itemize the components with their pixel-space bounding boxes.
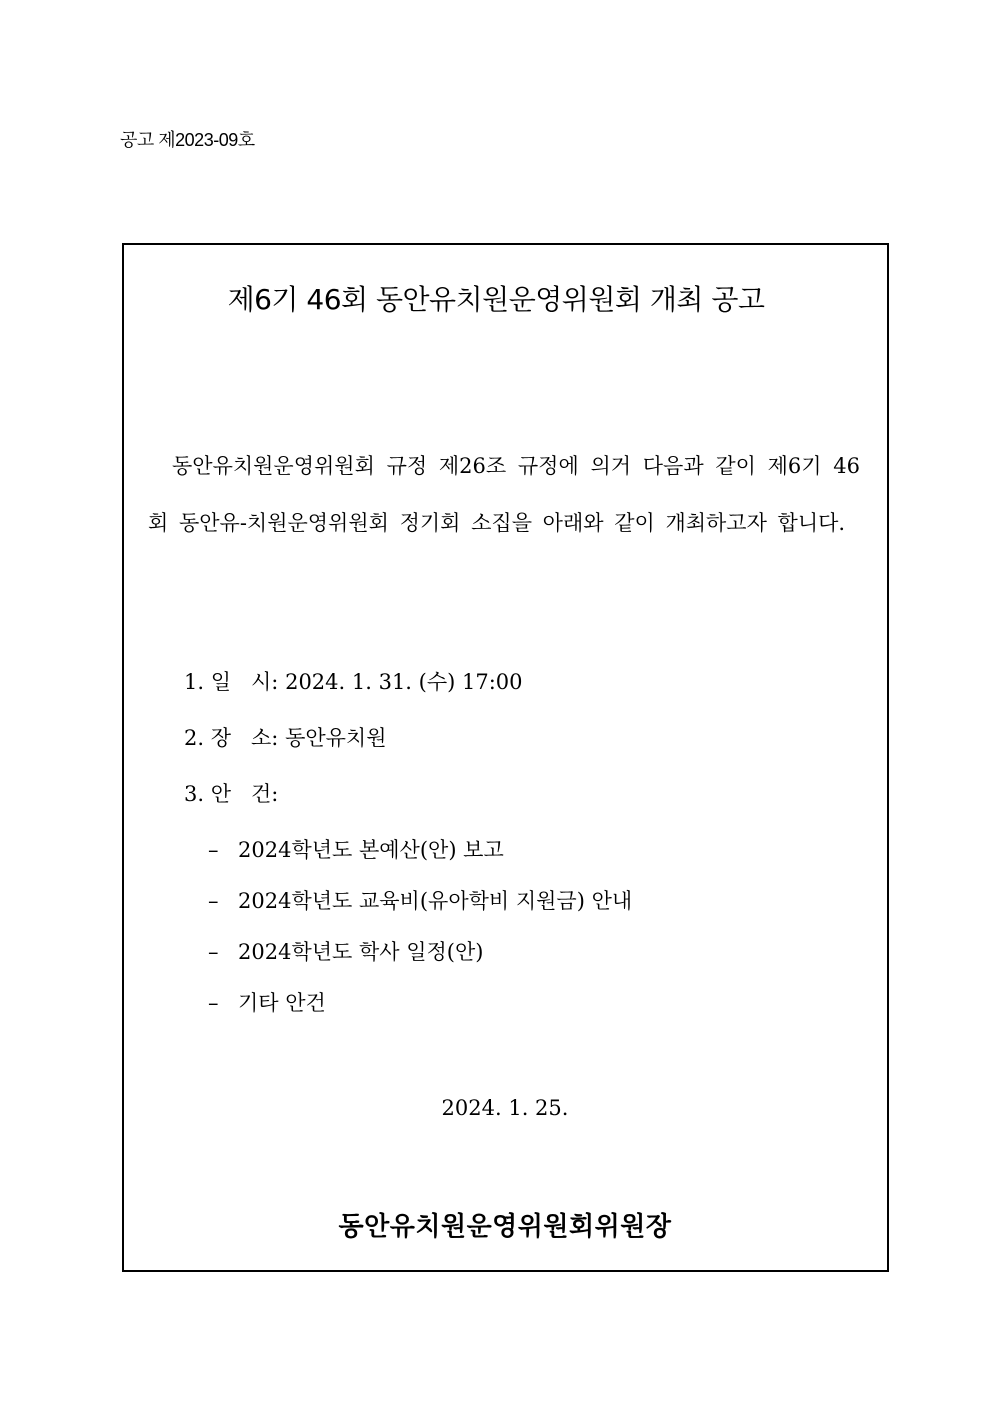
agenda-item-text: 2024학년도 학사 일정(안)	[238, 940, 484, 964]
agenda-item	[208, 832, 632, 883]
dash-bullet: –	[208, 889, 219, 913]
detail-agenda	[184, 776, 523, 832]
agenda-item-text: 기타 안건	[238, 991, 326, 1015]
detail-location	[184, 720, 523, 776]
notice-title: 제6기 46회 동안유치원운영위원회 개최 공고	[227, 283, 765, 316]
dash-bullet: –	[208, 940, 219, 964]
detail-label: 3. 안 건:	[184, 782, 279, 806]
agenda-item-text: 2024학년도 본예산(안) 보고	[238, 838, 504, 862]
agenda-item-text: 2024학년도 교육비(유아학비 지원금) 안내	[238, 889, 633, 913]
agenda-item	[208, 985, 632, 1036]
detail-value: 2024. 1. 31. (수) 17:00	[285, 670, 523, 694]
detail-label: 1. 일 시:	[184, 670, 279, 694]
notice-number: 공고 제2023-09호	[120, 130, 255, 150]
dash-bullet: –	[208, 838, 219, 862]
agenda-item	[208, 934, 632, 985]
agenda-item	[208, 883, 632, 934]
dash-bullet: –	[208, 991, 219, 1015]
signature: 동안유치원운영위원회위원장	[338, 1212, 672, 1242]
notice-body: 동안유치원운영위원회 규정 제26조 규정에 의거 다음과 같이 제6기 46회 동안유-치원운영위원회 정기회 소집을 아래와 같이 개최하고자 합니다.	[148, 454, 860, 535]
agenda-list	[208, 832, 632, 1036]
meeting-details	[184, 664, 523, 832]
notice-date: 2024. 1. 25.	[441, 1096, 569, 1120]
detail-datetime	[184, 664, 523, 720]
detail-label: 2. 장 소:	[184, 726, 279, 750]
detail-value: 동안유치원	[285, 726, 387, 750]
